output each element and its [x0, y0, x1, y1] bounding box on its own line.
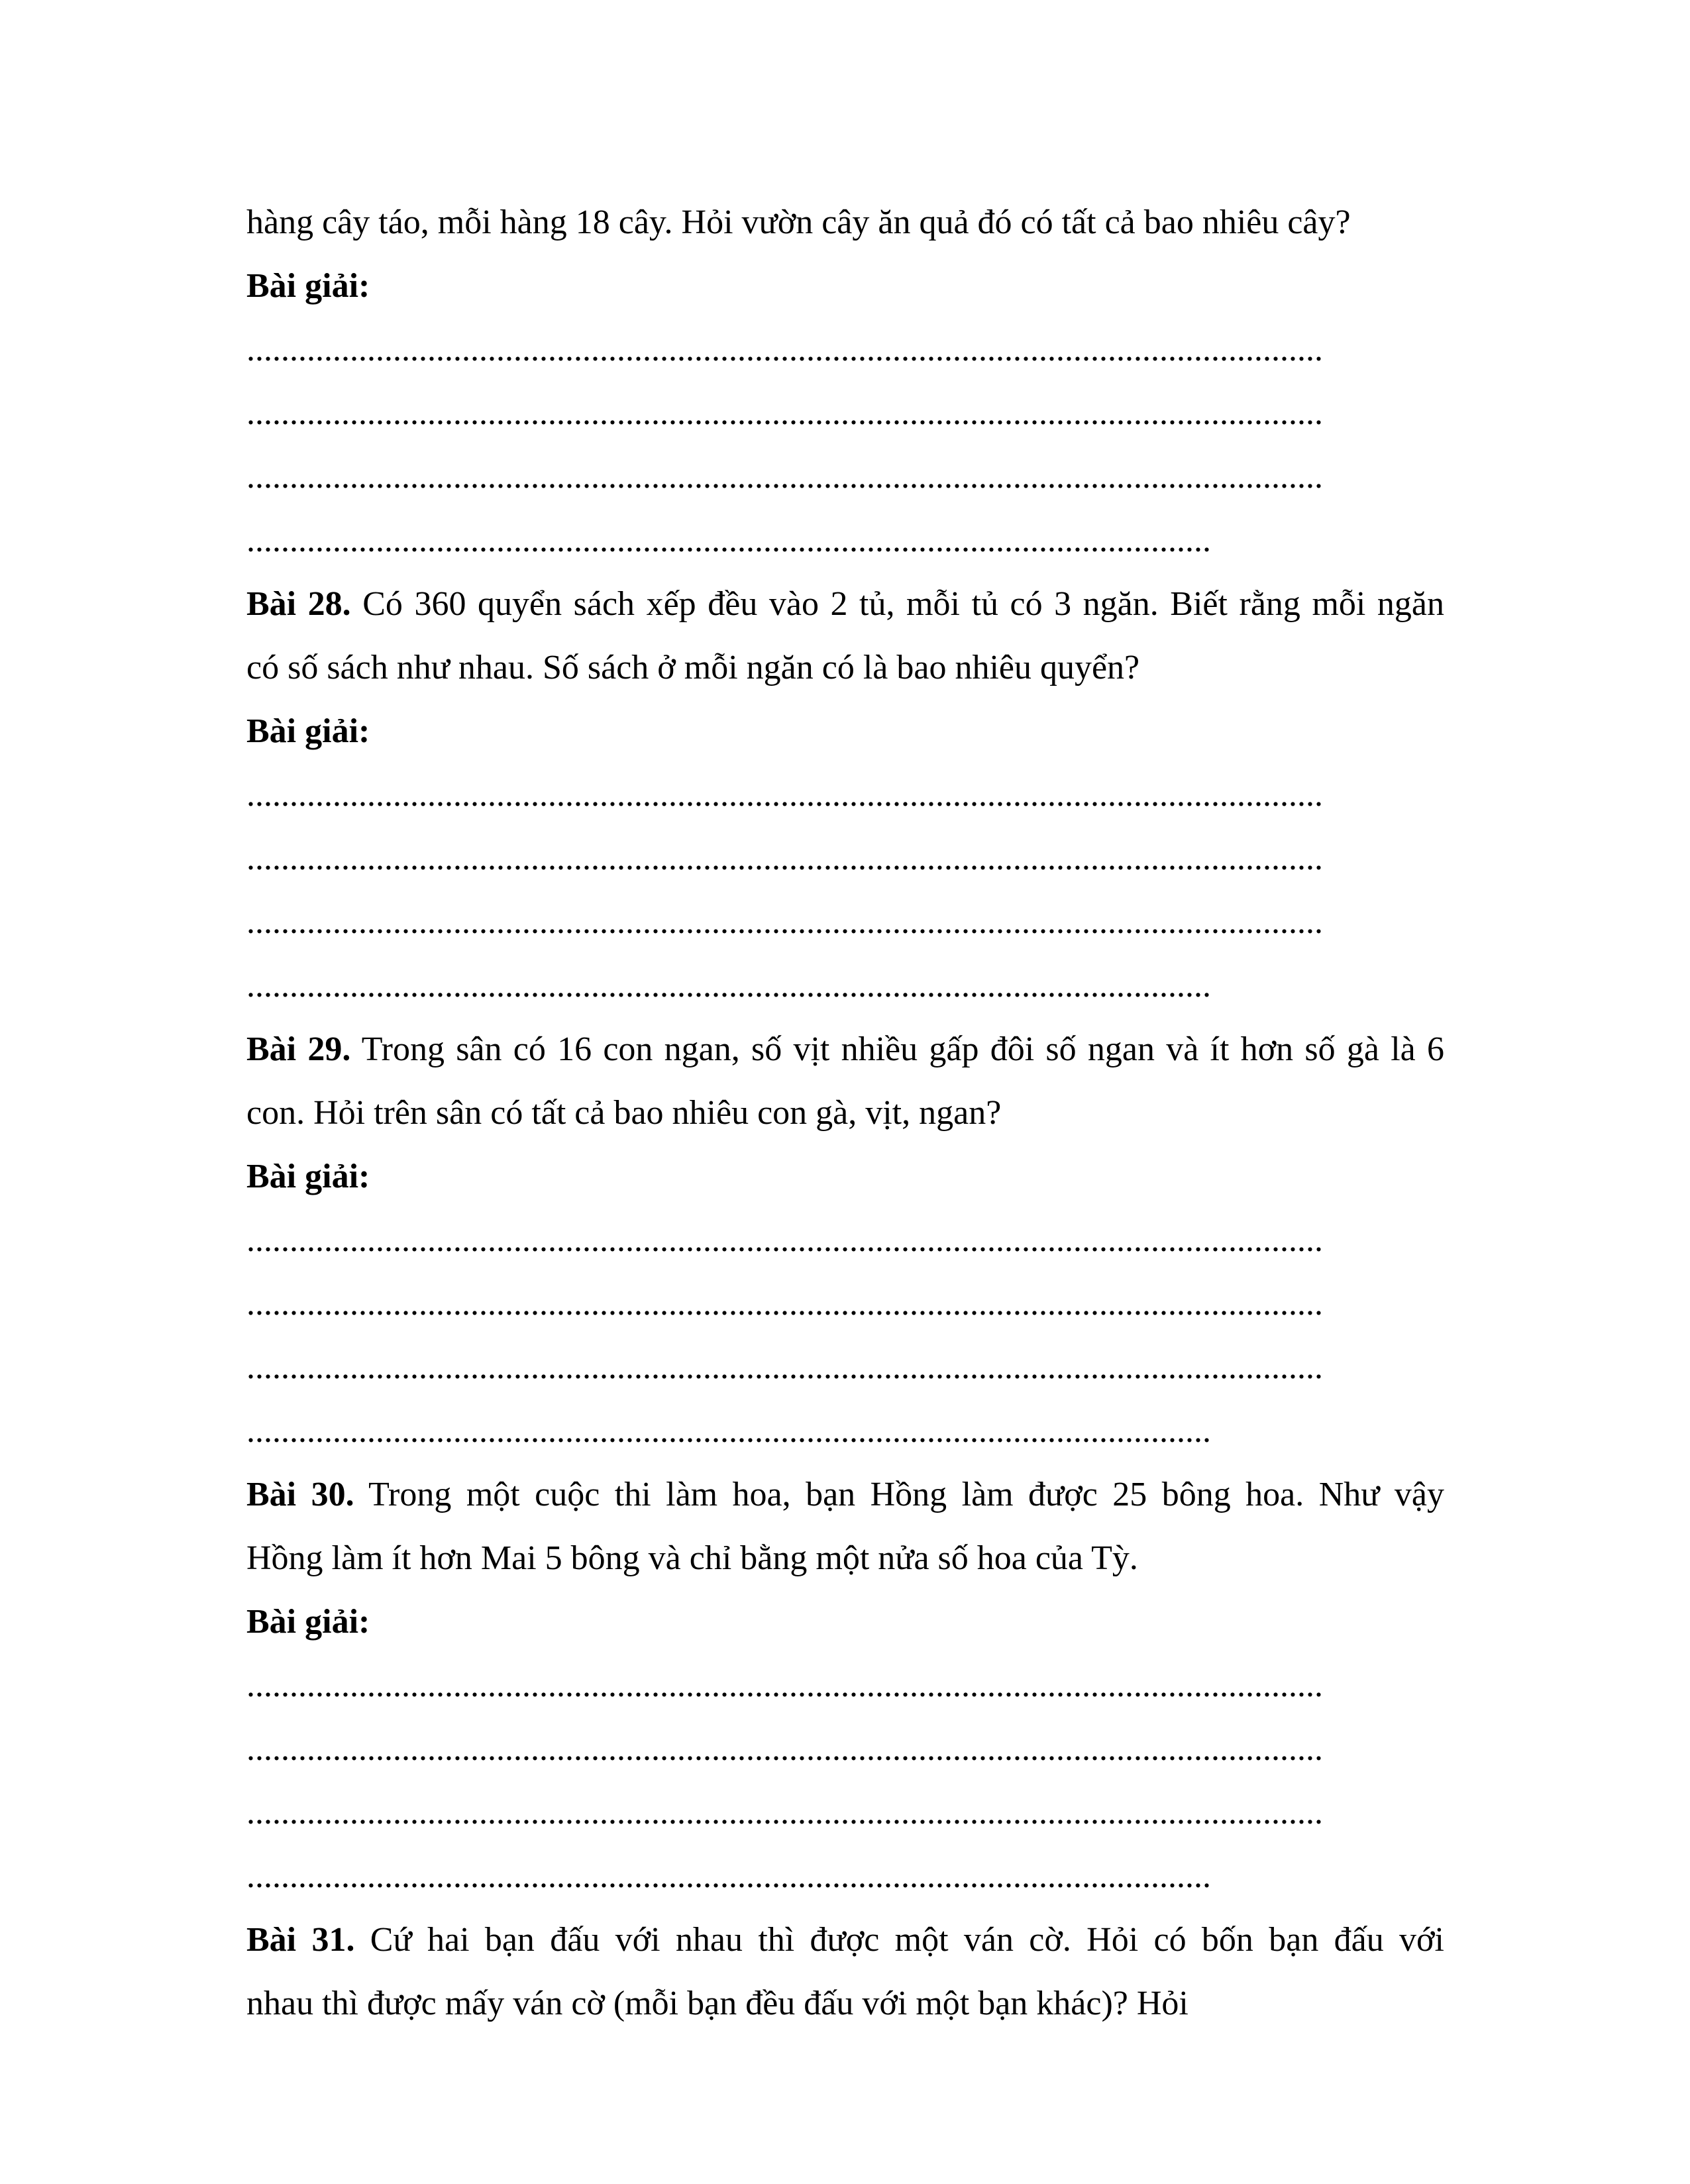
answer-dot-line[interactable]: ............................................................................................................................. — [246, 1666, 1323, 1704]
problem-text: Có 360 quyển sách xếp đều vào 2 tủ, mỗi tủ có 3 ngăn. Biết rằng mỗi ngăn — [350, 585, 1444, 623]
problem-30-line-2: Hồng làm ít hơn Mai 5 bông và chỉ bằng một nửa số hoa của Tỳ. — [246, 1539, 1138, 1577]
problem-number: Bài 29. — [246, 1030, 351, 1068]
problem-31-line-2: nhau thì được mấy ván cờ (mỗi bạn đều đấu với một bạn khác)? Hỏi — [246, 1985, 1188, 2022]
problem-29-line-1 — [246, 1018, 1444, 1081]
solution-label: Bài giải: — [246, 1603, 370, 1641]
problem-number: Bài 31. — [246, 1921, 355, 1959]
answer-dot-line[interactable]: ................................................................................................................ — [246, 1412, 1211, 1450]
problem-number: Bài 28. — [246, 585, 351, 623]
answer-dot-line[interactable]: ............................................................................................................................. — [246, 1730, 1323, 1768]
answer-dot-line[interactable]: ............................................................................................................................. — [246, 331, 1323, 368]
problem-30-line-1 — [246, 1463, 1444, 1527]
answer-dot-line[interactable]: ............................................................................................................................. — [246, 458, 1323, 496]
problem-text: Trong sân có 16 con ngan, số vịt nhiều gấp đôi số ngan và ít hơn số gà là 6 — [350, 1030, 1444, 1068]
answer-dot-line[interactable]: ............................................................................................................................. — [246, 1285, 1323, 1323]
problem-31-line-1 — [246, 1908, 1444, 1972]
intro-question-line: hàng cây táo, mỗi hàng 18 cây. Hỏi vườn cây ăn quả đó có tất cả bao nhiêu cây? — [246, 203, 1351, 241]
solution-label: Bài giải: — [246, 267, 370, 305]
answer-dot-line[interactable]: ............................................................................................................................. — [246, 1221, 1323, 1259]
answer-dot-line[interactable]: ............................................................................................................................. — [246, 776, 1323, 814]
solution-label: Bài giải: — [246, 712, 370, 750]
answer-dot-line[interactable]: ............................................................................................................................. — [246, 840, 1323, 877]
problem-text: Trong một cuộc thi làm hoa, bạn Hồng làm được 25 bông hoa. Như vậy — [354, 1476, 1444, 1513]
problem-number: Bài 30. — [246, 1476, 354, 1513]
answer-dot-line[interactable]: ................................................................................................................ — [246, 1857, 1211, 1895]
answer-dot-line[interactable]: ............................................................................................................................. — [246, 1794, 1323, 1831]
solution-label: Bài giải: — [246, 1158, 370, 1195]
answer-dot-line[interactable]: ................................................................................................................ — [246, 967, 1211, 1005]
problem-28-line-2: có số sách như nhau. Số sách ở mỗi ngăn có là bao nhiêu quyển? — [246, 649, 1140, 686]
answer-dot-line[interactable]: ............................................................................................................................. — [246, 903, 1323, 941]
problem-29-line-2: con. Hỏi trên sân có tất cả bao nhiêu con gà, vịt, ngan? — [246, 1094, 1002, 1132]
problem-text: Cứ hai bạn đấu với nhau thì được một ván cờ. Hỏi có bốn bạn đấu với — [354, 1921, 1444, 1959]
answer-dot-line[interactable]: ............................................................................................................................. — [246, 394, 1323, 432]
worksheet-page — [246, 191, 1444, 2036]
problem-28-line-1 — [246, 573, 1444, 636]
answer-dot-line[interactable]: ............................................................................................................................. — [246, 1348, 1323, 1386]
answer-dot-line[interactable]: ................................................................................................................ — [246, 521, 1211, 559]
